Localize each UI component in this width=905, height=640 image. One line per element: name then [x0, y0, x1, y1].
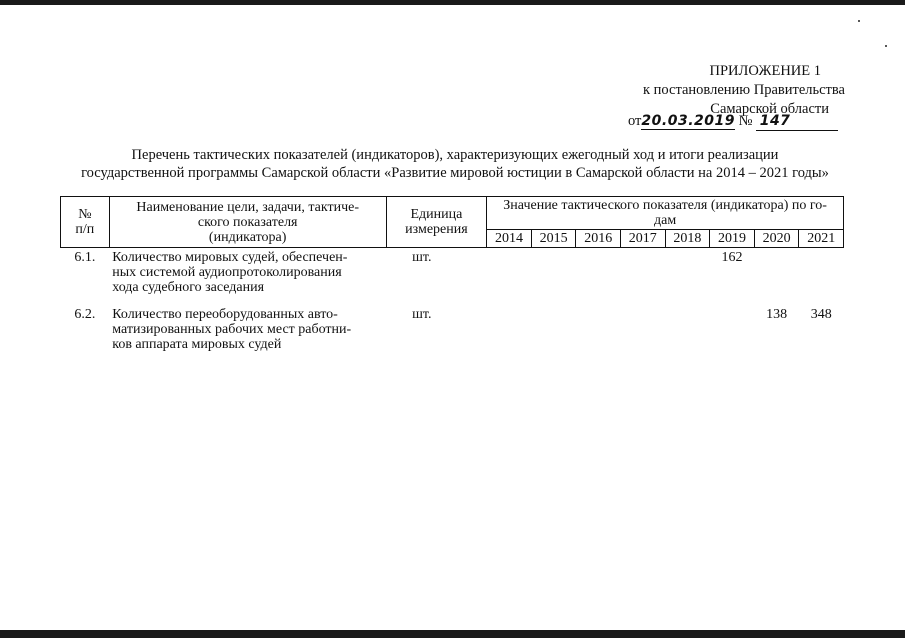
table-row	[61, 307, 844, 352]
scan-edge-bottom	[0, 630, 905, 638]
row-value	[665, 307, 710, 352]
row-value	[487, 248, 532, 308]
row-value	[710, 307, 755, 352]
row-value	[487, 307, 532, 352]
header-indicator-name: Наименование цели, задачи, тактиче- ского показателя (индикатора)	[109, 197, 386, 248]
row-value	[531, 248, 576, 308]
row-unit: шт.	[412, 250, 432, 265]
header-year: 2018	[665, 230, 710, 248]
row-value	[665, 248, 710, 308]
scan-speck	[858, 20, 860, 22]
row-number: 6.1.	[74, 250, 96, 265]
document-heading	[40, 146, 870, 182]
row-value: 348	[810, 307, 832, 322]
row-value	[531, 307, 576, 352]
decree-date: 20.03.2019	[641, 113, 735, 129]
row-indicator-name: Количество переоборудованных авто- матизированных рабочих мест работни- ков аппарата мировых судей	[112, 307, 352, 352]
row-value	[754, 248, 799, 308]
row-value: 138	[766, 307, 788, 322]
decree-line	[628, 113, 838, 131]
scan-speck	[885, 45, 887, 47]
header-number: № п/п	[61, 197, 110, 248]
header-year: 2014	[487, 230, 532, 248]
header-year: 2020	[754, 230, 799, 248]
appendix-title: ПРИЛОЖЕНИЕ 1	[709, 63, 821, 79]
header-year: 2021	[799, 230, 844, 248]
header-unit: Единица измерения	[386, 197, 487, 248]
row-value	[621, 248, 666, 308]
row-number: 6.2.	[74, 307, 96, 322]
row-value	[621, 307, 666, 352]
appendix-block	[643, 62, 845, 119]
row-indicator-name: Количество мировых судей, обеспечен- ных системой аудиопротоколирования хода судебного заседания	[112, 250, 348, 295]
appendix-line-region: Самарской области	[710, 101, 829, 117]
heading-line-1: Перечень тактических показателей (индикаторов), характеризующих ежегодный ход и итоги реализации	[131, 147, 779, 163]
row-value: 162	[721, 250, 743, 265]
heading-line-2: государственной программы Самарской области «Развитие мировой юстиции в Самарской области на 2014 – 2021 годы»	[81, 165, 829, 181]
scan-edge-top	[0, 0, 905, 5]
table-header-row	[61, 197, 844, 230]
header-year: 2017	[621, 230, 666, 248]
header-values-by-year: Значение тактического показателя (индикатора) по го- дам	[487, 197, 844, 230]
header-year: 2019	[710, 230, 755, 248]
row-value	[576, 248, 621, 308]
decree-number-sign: №	[738, 113, 753, 129]
header-year: 2016	[576, 230, 621, 248]
decree-date-prefix: от	[628, 113, 642, 129]
appendix-line-resolution: к постановлению Правительства	[643, 82, 845, 98]
indicators-table	[60, 196, 844, 352]
row-unit: шт.	[412, 307, 432, 322]
decree-number: 147	[759, 113, 791, 129]
row-value	[576, 307, 621, 352]
header-year: 2015	[531, 230, 576, 248]
table-row	[61, 248, 844, 308]
decree-number-field	[756, 113, 838, 131]
row-value	[799, 248, 844, 308]
